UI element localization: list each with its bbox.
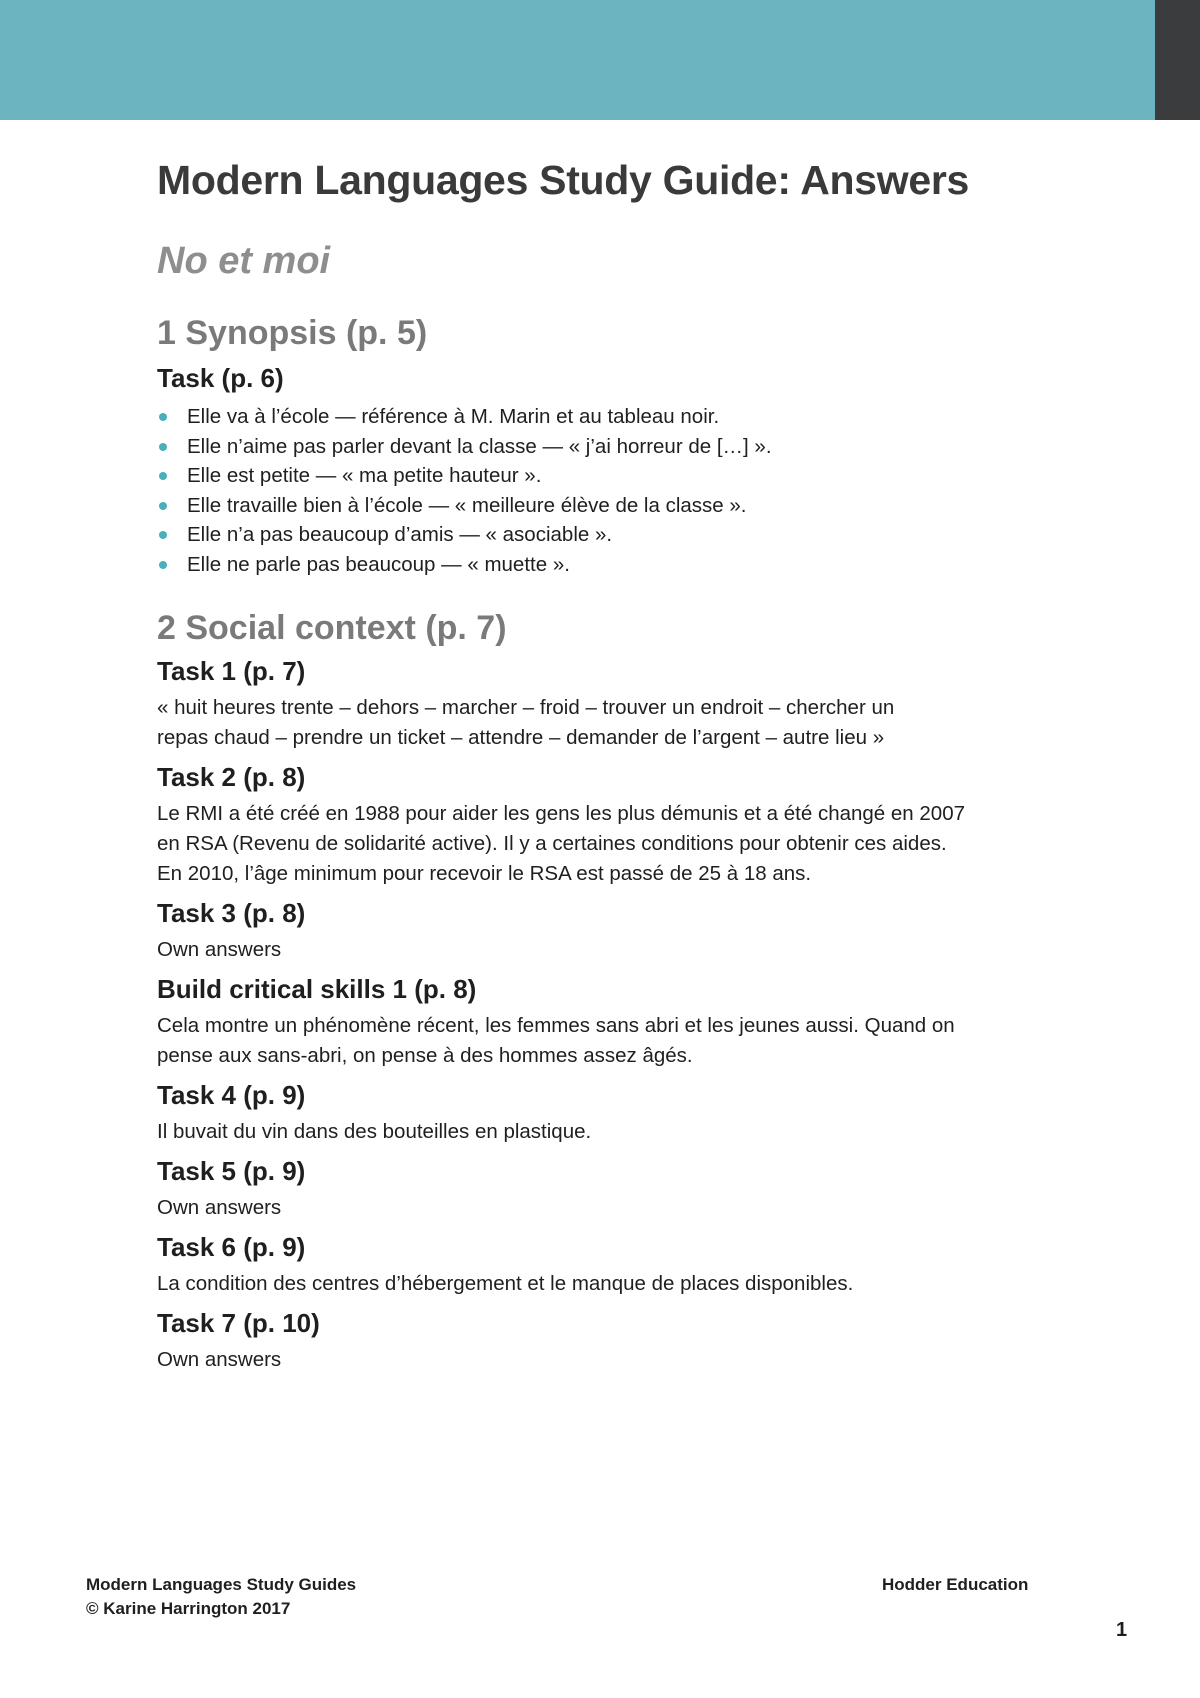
task-answer-line: Own answers (157, 938, 282, 961)
section-social-context (157, 605, 1047, 1375)
list-item (157, 491, 1047, 521)
footer-copyright: © Karine Harrington 2017 (86, 1599, 291, 1618)
section-title: 2 Social context (p. 7) (157, 609, 507, 647)
task-block (157, 895, 1047, 965)
footer-series: Modern Languages Study Guides (86, 1575, 357, 1594)
header-band (0, 0, 1155, 120)
list-item (157, 461, 1047, 491)
list-item-text: Elle travaille bien à l’école — « meilleure élève de la classe ». (187, 493, 747, 517)
task-block (157, 971, 1047, 1071)
task-answer-line: en RSA (Revenu de solidarité active). Il y a certaines conditions pour obtenir ces aides. (157, 832, 947, 855)
task-title: Task 1 (p. 7) (157, 656, 306, 686)
task-block (157, 653, 1047, 753)
bullet-icon (159, 472, 167, 480)
task-title: Task 2 (p. 8) (157, 762, 306, 792)
task-answer-line: Own answers (157, 1196, 282, 1219)
task-answer-line: Le RMI a été créé en 1988 pour aider les gens les plus démunis et a été changé en 2007 (157, 802, 966, 825)
bullet-icon (159, 502, 167, 510)
task-answer-line: La condition des centres d’hébergement et le manque de places disponibles. (157, 1272, 854, 1295)
task-answer-line: Il buvait du vin dans des bouteilles en plastique. (157, 1120, 592, 1143)
list-item-text: Elle n’aime pas parler devant la classe — « j’ai horreur de […] ». (187, 434, 772, 458)
list-item-text: Elle ne parle pas beaucoup — « muette ». (187, 552, 570, 576)
footer-publisher: Hodder Education (882, 1575, 1029, 1594)
task-block (157, 1305, 1047, 1375)
task-answer-line: pense aux sans-abri, on pense à des hommes assez âgés. (157, 1044, 693, 1067)
task-title: Task (p. 6) (157, 363, 284, 393)
header-corner-block (1155, 0, 1200, 120)
task-answer-line: repas chaud – prendre un ticket – attendre – demander de l’argent – autre lieu » (157, 726, 885, 749)
task-answer-line: « huit heures trente – dehors – marcher – froid – trouver un endroit – chercher un (157, 696, 895, 719)
bullet-icon (159, 413, 167, 421)
bullet-list (157, 402, 1047, 579)
section-title: 1 Synopsis (p. 5) (157, 314, 428, 352)
footer-left (86, 1573, 356, 1621)
list-item (157, 432, 1047, 462)
task-block (157, 759, 1047, 889)
page-title: Modern Languages Study Guide: Answers (157, 157, 970, 203)
list-item (157, 550, 1047, 580)
task-title: Task 6 (p. 9) (157, 1232, 306, 1262)
task-title: Task 4 (p. 9) (157, 1080, 306, 1110)
task-block (157, 1229, 1047, 1299)
list-item-text: Elle n’a pas beaucoup d’amis — « asociable ». (187, 523, 613, 546)
list-item (157, 520, 1047, 550)
task-title: Task 7 (p. 10) (157, 1308, 320, 1338)
bullet-icon (159, 561, 167, 569)
task-title: Task 3 (p. 8) (157, 898, 306, 928)
page-content (157, 150, 1047, 1375)
task-block (157, 1077, 1047, 1147)
task-answer-line: Own answers (157, 1348, 282, 1371)
task-answer-line: En 2010, l’âge minimum pour recevoir le RSA est passé de 25 à 18 ans. (157, 862, 812, 885)
task-title: Build critical skills 1 (p. 8) (157, 974, 477, 1004)
bullet-icon (159, 443, 167, 451)
page-number: 1 (1116, 1619, 1128, 1641)
list-item-text: Elle va à l’école — référence à M. Marin et au tableau noir. (187, 405, 720, 428)
section-synopsis (157, 310, 1047, 579)
bullet-icon (159, 531, 167, 539)
task-block (157, 1153, 1047, 1223)
task-title: Task 5 (p. 9) (157, 1156, 306, 1186)
list-item-text: Elle est petite — « ma petite hauteur ». (187, 464, 542, 487)
task-answer-line: Cela montre un phénomène récent, les femmes sans abri et les jeunes aussi. Quand on (157, 1014, 955, 1037)
page-subtitle: No et moi (157, 240, 331, 282)
list-item (157, 402, 1047, 432)
